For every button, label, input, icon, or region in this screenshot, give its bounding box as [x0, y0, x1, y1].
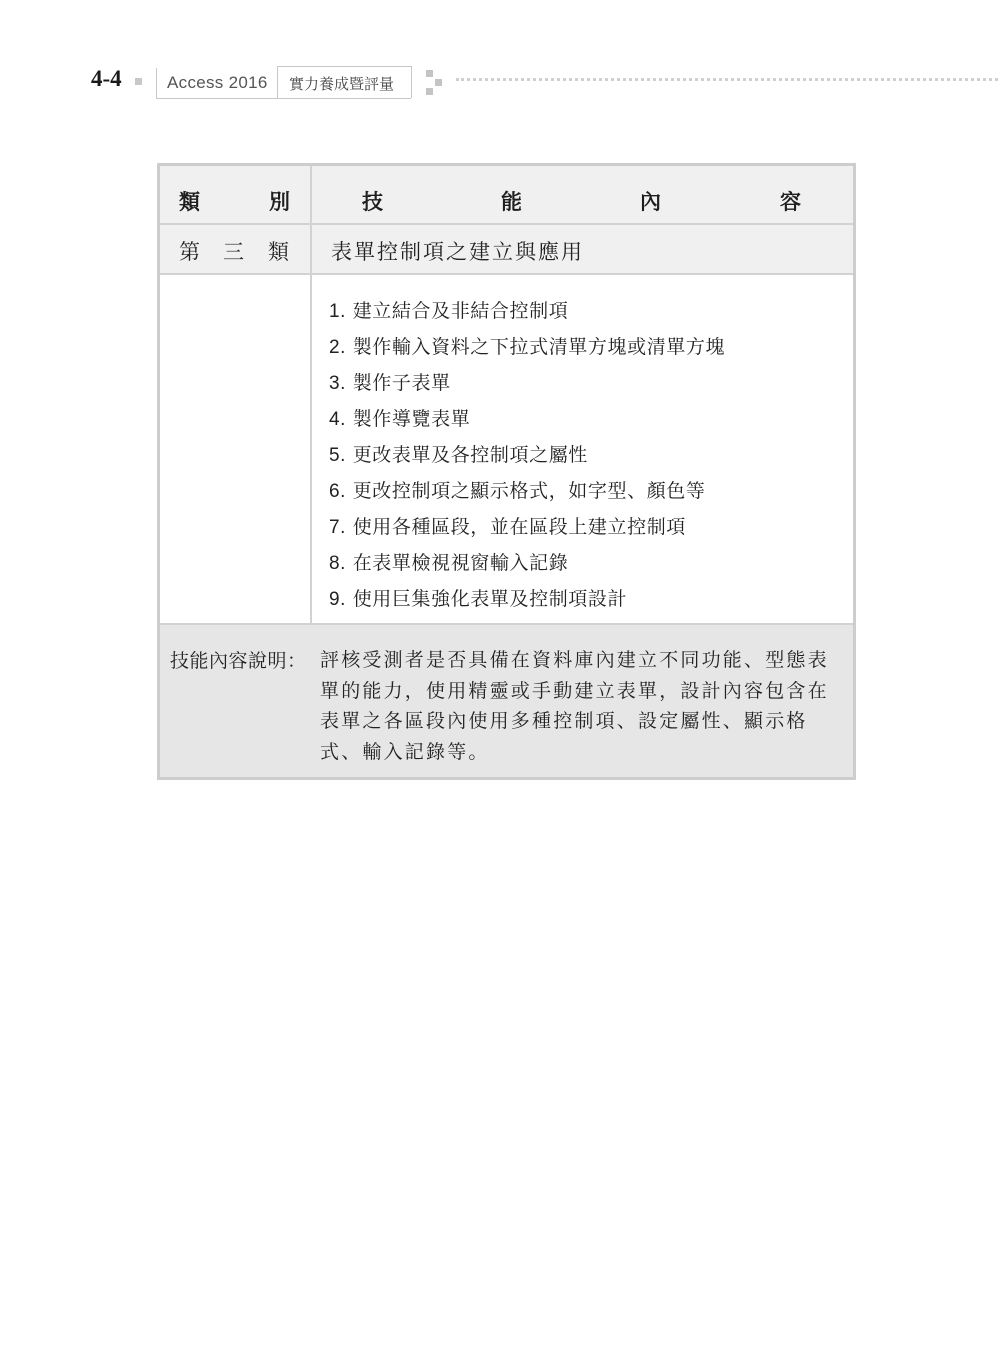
skill-item-text: 使用各種區段，並在區段上建立控制項 — [352, 516, 686, 538]
header-category-char: 類 — [179, 190, 200, 214]
category-label-char: 三 — [223, 240, 244, 264]
skill-item-number: 4. — [329, 409, 347, 430]
header-square-cluster-ornament — [426, 70, 444, 96]
header-content-char: 容 — [780, 190, 801, 214]
header-category-cell — [160, 166, 312, 223]
skill-item — [329, 581, 725, 617]
skill-items-empty-cell — [160, 275, 312, 623]
book-title-box — [156, 68, 411, 99]
category-title: 表單控制項之建立與應用 — [331, 240, 584, 264]
header-content-cell — [312, 166, 853, 223]
skill-items-cell — [312, 275, 853, 623]
category-label-char: 第 — [179, 240, 200, 264]
skill-item-text: 使用巨集強化表單及控制項設計 — [352, 588, 628, 610]
table-header-row — [160, 166, 853, 225]
book-title: Access 2016 — [167, 73, 268, 92]
category-title-cell — [312, 225, 853, 273]
header-content-char: 技 — [362, 190, 383, 214]
skill-item — [329, 437, 725, 473]
skill-item — [329, 293, 725, 329]
description-line: 評核受測者是否具備在資料庫內建立不同功能、型態表 — [320, 649, 829, 671]
skill-items-row — [160, 275, 853, 625]
skill-item-number: 1. — [329, 301, 347, 322]
description-text — [320, 645, 840, 767]
description-row — [160, 625, 853, 777]
skill-item-list — [329, 293, 725, 617]
category-row — [160, 225, 853, 275]
skill-item-number: 2. — [329, 337, 347, 358]
header-square-ornament — [135, 78, 142, 85]
book-subtitle: 實力養成暨評量 — [289, 75, 395, 93]
skill-item — [329, 509, 725, 545]
skill-item — [329, 401, 725, 437]
skill-item — [329, 473, 725, 509]
book-subtitle-box — [277, 66, 412, 98]
skill-item-number: 6. — [329, 481, 347, 502]
skill-item — [329, 329, 725, 365]
skill-item-text: 製作導覽表單 — [352, 408, 471, 430]
skill-item-text: 製作子表單 — [352, 372, 451, 394]
category-label-char: 類 — [268, 240, 289, 264]
header-dotted-rule — [456, 78, 998, 81]
category-label-cell — [160, 225, 312, 273]
header-content-char: 內 — [640, 190, 661, 214]
skill-item-number: 9. — [329, 589, 347, 610]
skill-table — [157, 163, 856, 780]
description-line: 式、輸入記錄等。 — [320, 740, 490, 763]
skill-item-number: 3. — [329, 373, 347, 394]
page-number: 4-4 — [91, 66, 122, 91]
description-label: 技能內容說明： — [170, 650, 307, 672]
header-category-char: 別 — [269, 190, 290, 214]
skill-item-text: 製作輸入資料之下拉式清單方塊或清單方塊 — [352, 336, 726, 358]
skill-item-number: 7. — [329, 517, 347, 538]
description-line: 單的能力，使用精靈或手動建立表單，設計內容包含在 — [320, 679, 829, 702]
skill-item-text: 更改表單及各控制項之屬性 — [352, 444, 588, 466]
skill-item-text: 在表單檢視視窗輸入記錄 — [352, 552, 569, 574]
header-content-char: 能 — [501, 190, 522, 214]
skill-item-number: 8. — [329, 553, 347, 574]
skill-item-text: 建立結合及非結合控制項 — [352, 300, 569, 322]
skill-item — [329, 545, 725, 581]
description-line: 表單之各區段內使用多種控制項、設定屬性、顯示格 — [320, 710, 808, 732]
skill-item-text: 更改控制項之顯示格式，如字型、顏色等 — [352, 480, 706, 502]
skill-item — [329, 365, 725, 401]
skill-item-number: 5. — [329, 445, 347, 466]
